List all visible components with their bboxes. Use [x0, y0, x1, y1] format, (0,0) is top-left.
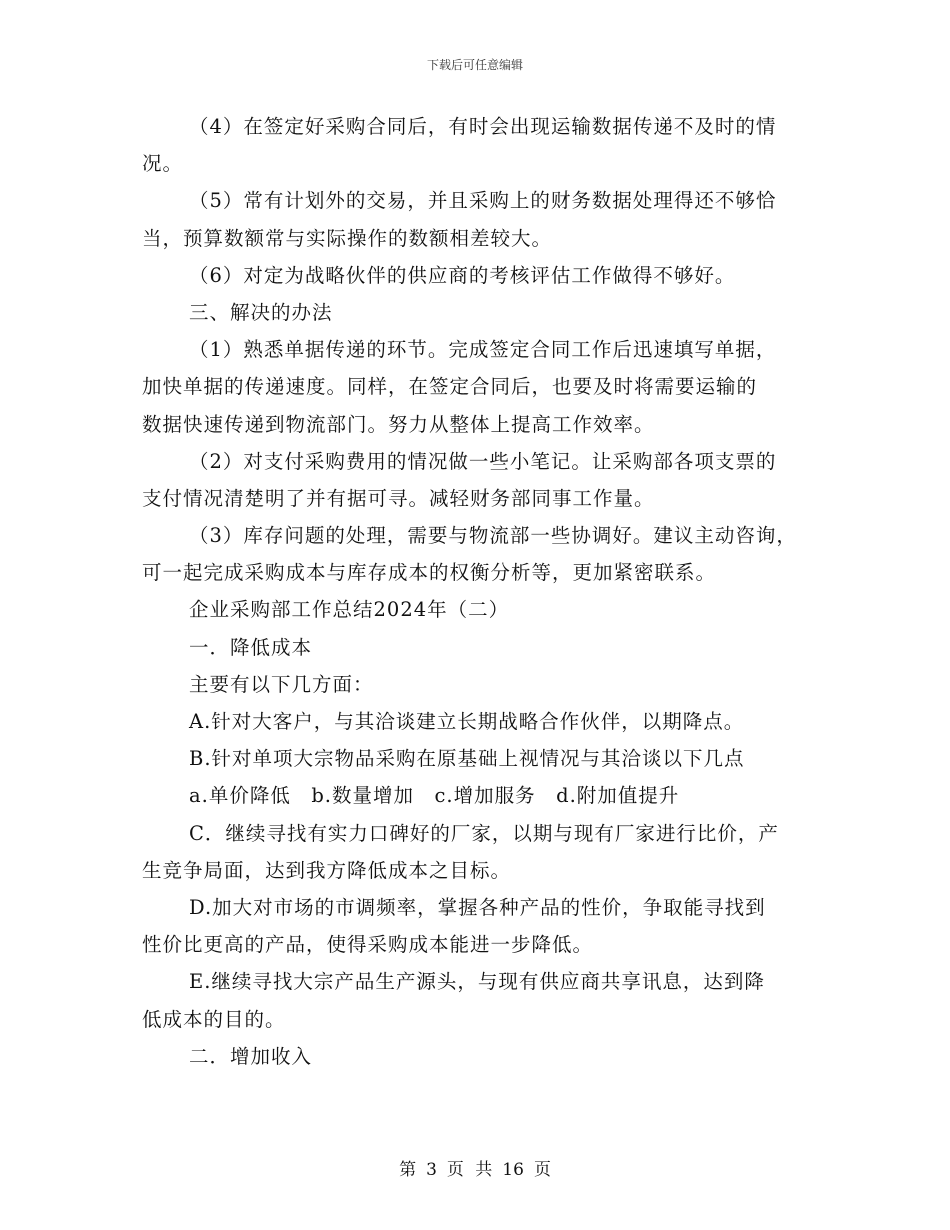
text-line: （1）熟悉单据传递的环节。完成签定合同工作后迅速填写单据， [189, 338, 777, 362]
text-line: 三、解决的办法 [189, 300, 333, 324]
text-line: 支付情况清楚明了并有据可寻。减轻财务部同事工作量。 [142, 486, 655, 510]
text-line: C．继续寻找有实力口碑好的厂家，以期与现有厂家进行比价，产 [189, 821, 779, 845]
text-line: 一．降低成本 [189, 635, 313, 659]
text-line: 当，预算数额常与实际操作的数额相差较大。 [142, 226, 553, 250]
text-line: 企业采购部工作总结2024年（二） [189, 598, 510, 622]
footer-suffix: 页 [533, 1160, 551, 1180]
text-line: 数据快速传递到物流部门。努力从整体上提高工作效率。 [142, 412, 655, 436]
text-line: 性价比更高的产品，使得采购成本能进一步降低。 [142, 933, 594, 957]
text-line: 况。 [142, 152, 184, 176]
text-line: 二．增加收入 [189, 1044, 313, 1068]
text-line: D.加大对市场的市调频率，掌握各种产品的性价，争取能寻找到 [189, 895, 766, 919]
text-line: 主要有以下几方面： [189, 672, 374, 696]
text-line: a.单价降低 b.数量增加 c.增加服务 d.附加值提升 [189, 784, 680, 808]
text-line: （4）在签定好采购合同后，有时会出现运输数据传递不及时的情 [189, 115, 777, 138]
document-body [142, 108, 832, 1075]
text-line: A.针对大客户，与其洽谈建立长期战略合作伙伴，以期降点。 [189, 710, 745, 733]
page-footer [0, 1155, 950, 1180]
text-line: 生竞争局面，达到我方降低成本之目标。 [142, 858, 512, 882]
text-line: 可一起完成采购成本与库存成本的权衡分析等，更加紧密联系。 [142, 561, 717, 585]
text-line: （2）对支付采购费用的情况做一些小笔记。让采购部各项支票的 [189, 449, 777, 473]
text-line: （5）常有计划外的交易，并且采购上的财务数据处理得还不够恰 [189, 189, 777, 213]
footer-middle: 页 共 [446, 1160, 493, 1180]
page-header: 下载后可任意编辑 [426, 58, 523, 72]
text-line: 低成本的目的。 [142, 1007, 286, 1031]
footer-prefix: 第 [399, 1160, 417, 1180]
text-line: 加快单据的传递速度。同样，在签定合同后，也要及时将需要运输的 [142, 375, 758, 399]
text-line: （3）库存问题的处理，需要与物流部一些协调好。建议主动咨询， [189, 524, 797, 548]
text-line: （6）对定为战略伙伴的供应商的考核评估工作做得不够好。 [189, 263, 736, 287]
footer-total-pages: 16 [502, 1160, 524, 1180]
text-line: E.继续寻找大宗产品生产源头，与现有供应商共享讯息，达到降 [189, 970, 765, 994]
footer-page-number: 3 [426, 1160, 437, 1180]
text-line: B.针对单项大宗物品采购在原基础上视情况与其洽谈以下几点 [189, 747, 745, 771]
